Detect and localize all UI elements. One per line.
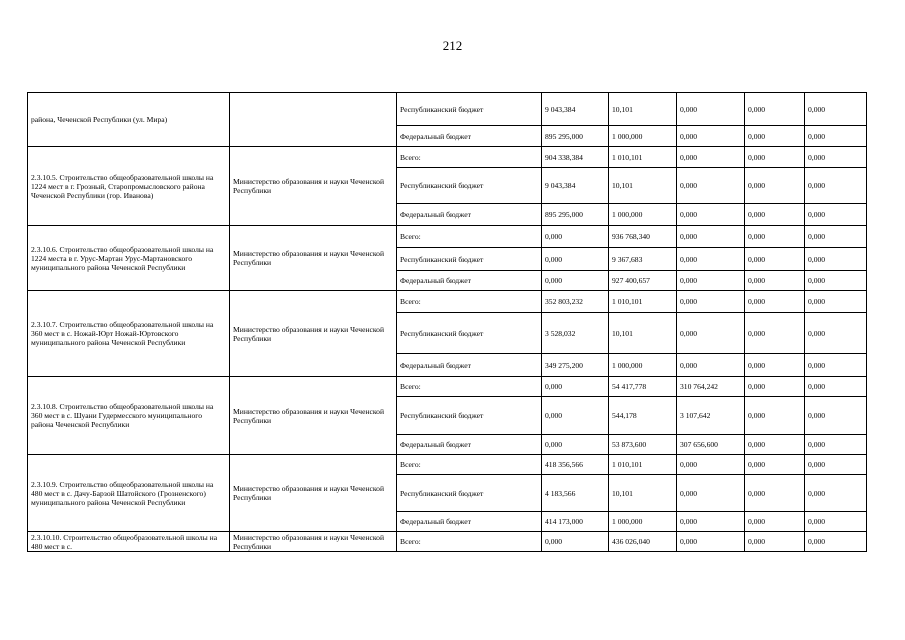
amount-cell: 10,101	[609, 313, 677, 354]
table-row	[28, 226, 867, 248]
amount-cell: 927 400,657	[609, 271, 677, 291]
executor-cell: Министерство образования и науки Чеченской Республики	[230, 455, 397, 532]
amount-cell: 0,000	[805, 435, 867, 455]
amount-cell: 936 768,340	[609, 226, 677, 248]
amount-cell: 0,000	[542, 397, 609, 435]
table-row	[28, 532, 867, 552]
amount-cell: 310 764,242	[677, 377, 745, 397]
amount-cell: 54 417,778	[609, 377, 677, 397]
table-row	[28, 147, 867, 168]
amount-cell: 0,000	[677, 147, 745, 168]
amount-cell: 0,000	[745, 204, 805, 226]
amount-cell: 895 295,000	[542, 204, 609, 226]
amount-cell: 0,000	[677, 354, 745, 377]
funding-source-cell: Федеральный бюджет	[397, 271, 542, 291]
amount-cell: 0,000	[805, 397, 867, 435]
activity-name-cell: 2.3.10.10. Строительство общеобразовательной школы на 480 мест в с.	[28, 532, 230, 552]
amount-cell: 0,000	[677, 313, 745, 354]
amount-cell: 0,000	[745, 397, 805, 435]
amount-cell: 0,000	[677, 291, 745, 313]
table-row	[28, 291, 867, 313]
page-number: 212	[442, 38, 463, 53]
funding-source-cell: Всего:	[397, 291, 542, 313]
amount-cell: 10,101	[609, 475, 677, 512]
amount-cell: 3 528,032	[542, 313, 609, 354]
amount-cell: 0,000	[805, 313, 867, 354]
executor-cell: Министерство образования и науки Чеченской Республики	[230, 532, 397, 552]
funding-source-cell: Республиканский бюджет	[397, 168, 542, 204]
amount-cell: 0,000	[745, 226, 805, 248]
amount-cell: 0,000	[542, 248, 609, 271]
amount-cell: 0,000	[805, 204, 867, 226]
amount-cell: 0,000	[745, 147, 805, 168]
amount-cell: 0,000	[677, 475, 745, 512]
amount-cell: 0,000	[677, 532, 745, 552]
amount-cell: 4 183,566	[542, 475, 609, 512]
amount-cell: 0,000	[745, 512, 805, 532]
amount-cell: 0,000	[805, 475, 867, 512]
funding-source-cell: Всего:	[397, 226, 542, 248]
amount-cell: 9 367,683	[609, 248, 677, 271]
amount-cell: 544,178	[609, 397, 677, 435]
amount-cell: 352 803,232	[542, 291, 609, 313]
amount-cell: 0,000	[542, 226, 609, 248]
amount-cell: 0,000	[745, 271, 805, 291]
amount-cell: 904 338,384	[542, 147, 609, 168]
activity-name-cell: 2.3.10.5. Строительство общеобразовательной школы на 1224 мест в г. Грозный, Старопромысловского района Чеченской Республики (гор. Иванова)	[28, 147, 230, 226]
amount-cell: 0,000	[805, 291, 867, 313]
amount-cell: 0,000	[745, 313, 805, 354]
amount-cell: 349 275,200	[542, 354, 609, 377]
amount-cell: 0,000	[745, 248, 805, 271]
amount-cell: 0,000	[805, 354, 867, 377]
amount-cell: 895 295,000	[542, 126, 609, 147]
amount-cell: 1 000,000	[609, 512, 677, 532]
activity-name-cell: 2.3.10.9. Строительство общеобразовательной школы на 480 мест в с. Дачу-Барзой Шатойского (Грозненского) муниципального района Чеченской Республики	[28, 455, 230, 532]
funding-source-cell: Всего:	[397, 147, 542, 168]
amount-cell: 9 043,384	[542, 168, 609, 204]
amount-cell: 0,000	[745, 475, 805, 512]
amount-cell: 0,000	[677, 455, 745, 475]
amount-cell: 0,000	[677, 168, 745, 204]
amount-cell: 0,000	[677, 93, 745, 126]
amount-cell: 0,000	[805, 377, 867, 397]
amount-cell: 0,000	[745, 455, 805, 475]
amount-cell: 418 356,566	[542, 455, 609, 475]
amount-cell: 0,000	[677, 204, 745, 226]
activity-name-cell: 2.3.10.8. Строительство общеобразовательной школы на 360 мест в с. Шуани Гудермесского муниципального района Чеченской Республики	[28, 377, 230, 455]
funding-source-cell: Всего:	[397, 532, 542, 552]
funding-source-cell: Республиканский бюджет	[397, 93, 542, 126]
executor-cell: Министерство образования и науки Чеченской Республики	[230, 377, 397, 455]
amount-cell: 0,000	[677, 512, 745, 532]
funding-source-cell: Федеральный бюджет	[397, 512, 542, 532]
budget-table-body	[28, 93, 867, 552]
amount-cell: 1 010,101	[609, 455, 677, 475]
amount-cell: 53 873,600	[609, 435, 677, 455]
amount-cell: 0,000	[542, 271, 609, 291]
amount-cell: 0,000	[745, 377, 805, 397]
amount-cell: 0,000	[745, 435, 805, 455]
amount-cell: 3 107,642	[677, 397, 745, 435]
amount-cell: 0,000	[677, 226, 745, 248]
amount-cell: 0,000	[805, 168, 867, 204]
table-row	[28, 377, 867, 397]
funding-source-cell: Республиканский бюджет	[397, 248, 542, 271]
amount-cell: 0,000	[677, 126, 745, 147]
amount-cell: 307 656,600	[677, 435, 745, 455]
amount-cell: 0,000	[745, 532, 805, 552]
amount-cell: 0,000	[745, 168, 805, 204]
funding-source-cell: Федеральный бюджет	[397, 354, 542, 377]
table-row	[28, 455, 867, 475]
funding-source-cell: Федеральный бюджет	[397, 435, 542, 455]
amount-cell: 10,101	[609, 93, 677, 126]
executor-cell: Министерство образования и науки Чеченской Республики	[230, 291, 397, 377]
funding-source-cell: Всего:	[397, 455, 542, 475]
executor-cell: Министерство образования и науки Чеченской Республики	[230, 147, 397, 226]
funding-source-cell: Республиканский бюджет	[397, 313, 542, 354]
amount-cell: 0,000	[745, 126, 805, 147]
amount-cell: 0,000	[805, 248, 867, 271]
budget-table	[27, 92, 867, 552]
amount-cell: 0,000	[805, 532, 867, 552]
amount-cell: 0,000	[805, 271, 867, 291]
amount-cell: 10,101	[609, 168, 677, 204]
amount-cell: 0,000	[677, 248, 745, 271]
amount-cell: 414 173,000	[542, 512, 609, 532]
amount-cell: 9 043,384	[542, 93, 609, 126]
funding-source-cell: Всего:	[397, 377, 542, 397]
amount-cell: 436 026,040	[609, 532, 677, 552]
amount-cell: 0,000	[677, 271, 745, 291]
activity-name-cell: 2.3.10.6. Строительство общеобразовательной школы на 1224 места в г. Урус-Мартан Урус-Мартановского муниципального района Чеченской Республики	[28, 226, 230, 291]
amount-cell: 0,000	[805, 226, 867, 248]
amount-cell: 0,000	[745, 291, 805, 313]
table-row	[28, 93, 867, 126]
amount-cell: 0,000	[805, 455, 867, 475]
amount-cell: 1 000,000	[609, 354, 677, 377]
amount-cell: 1 000,000	[609, 204, 677, 226]
executor-cell: Министерство образования и науки Чеченской Республики	[230, 226, 397, 291]
amount-cell: 0,000	[542, 532, 609, 552]
amount-cell: 0,000	[745, 93, 805, 126]
amount-cell: 1 010,101	[609, 291, 677, 313]
funding-source-cell: Федеральный бюджет	[397, 204, 542, 226]
funding-source-cell: Республиканский бюджет	[397, 397, 542, 435]
amount-cell: 0,000	[542, 377, 609, 397]
amount-cell: 0,000	[805, 93, 867, 126]
funding-source-cell: Федеральный бюджет	[397, 126, 542, 147]
amount-cell: 1 010,101	[609, 147, 677, 168]
amount-cell: 0,000	[805, 126, 867, 147]
funding-source-cell: Республиканский бюджет	[397, 475, 542, 512]
amount-cell: 1 000,000	[609, 126, 677, 147]
amount-cell: 0,000	[542, 435, 609, 455]
amount-cell: 0,000	[805, 512, 867, 532]
amount-cell: 0,000	[805, 147, 867, 168]
activity-name-cell: района, Чеченской Республики (ул. Мира)	[28, 93, 230, 147]
executor-cell	[230, 93, 397, 147]
amount-cell: 0,000	[745, 354, 805, 377]
activity-name-cell: 2.3.10.7. Строительство общеобразовательной школы на 360 мест в с. Ножай-Юрт Ножай-Юртовского муниципального района Чеченской Республики	[28, 291, 230, 377]
